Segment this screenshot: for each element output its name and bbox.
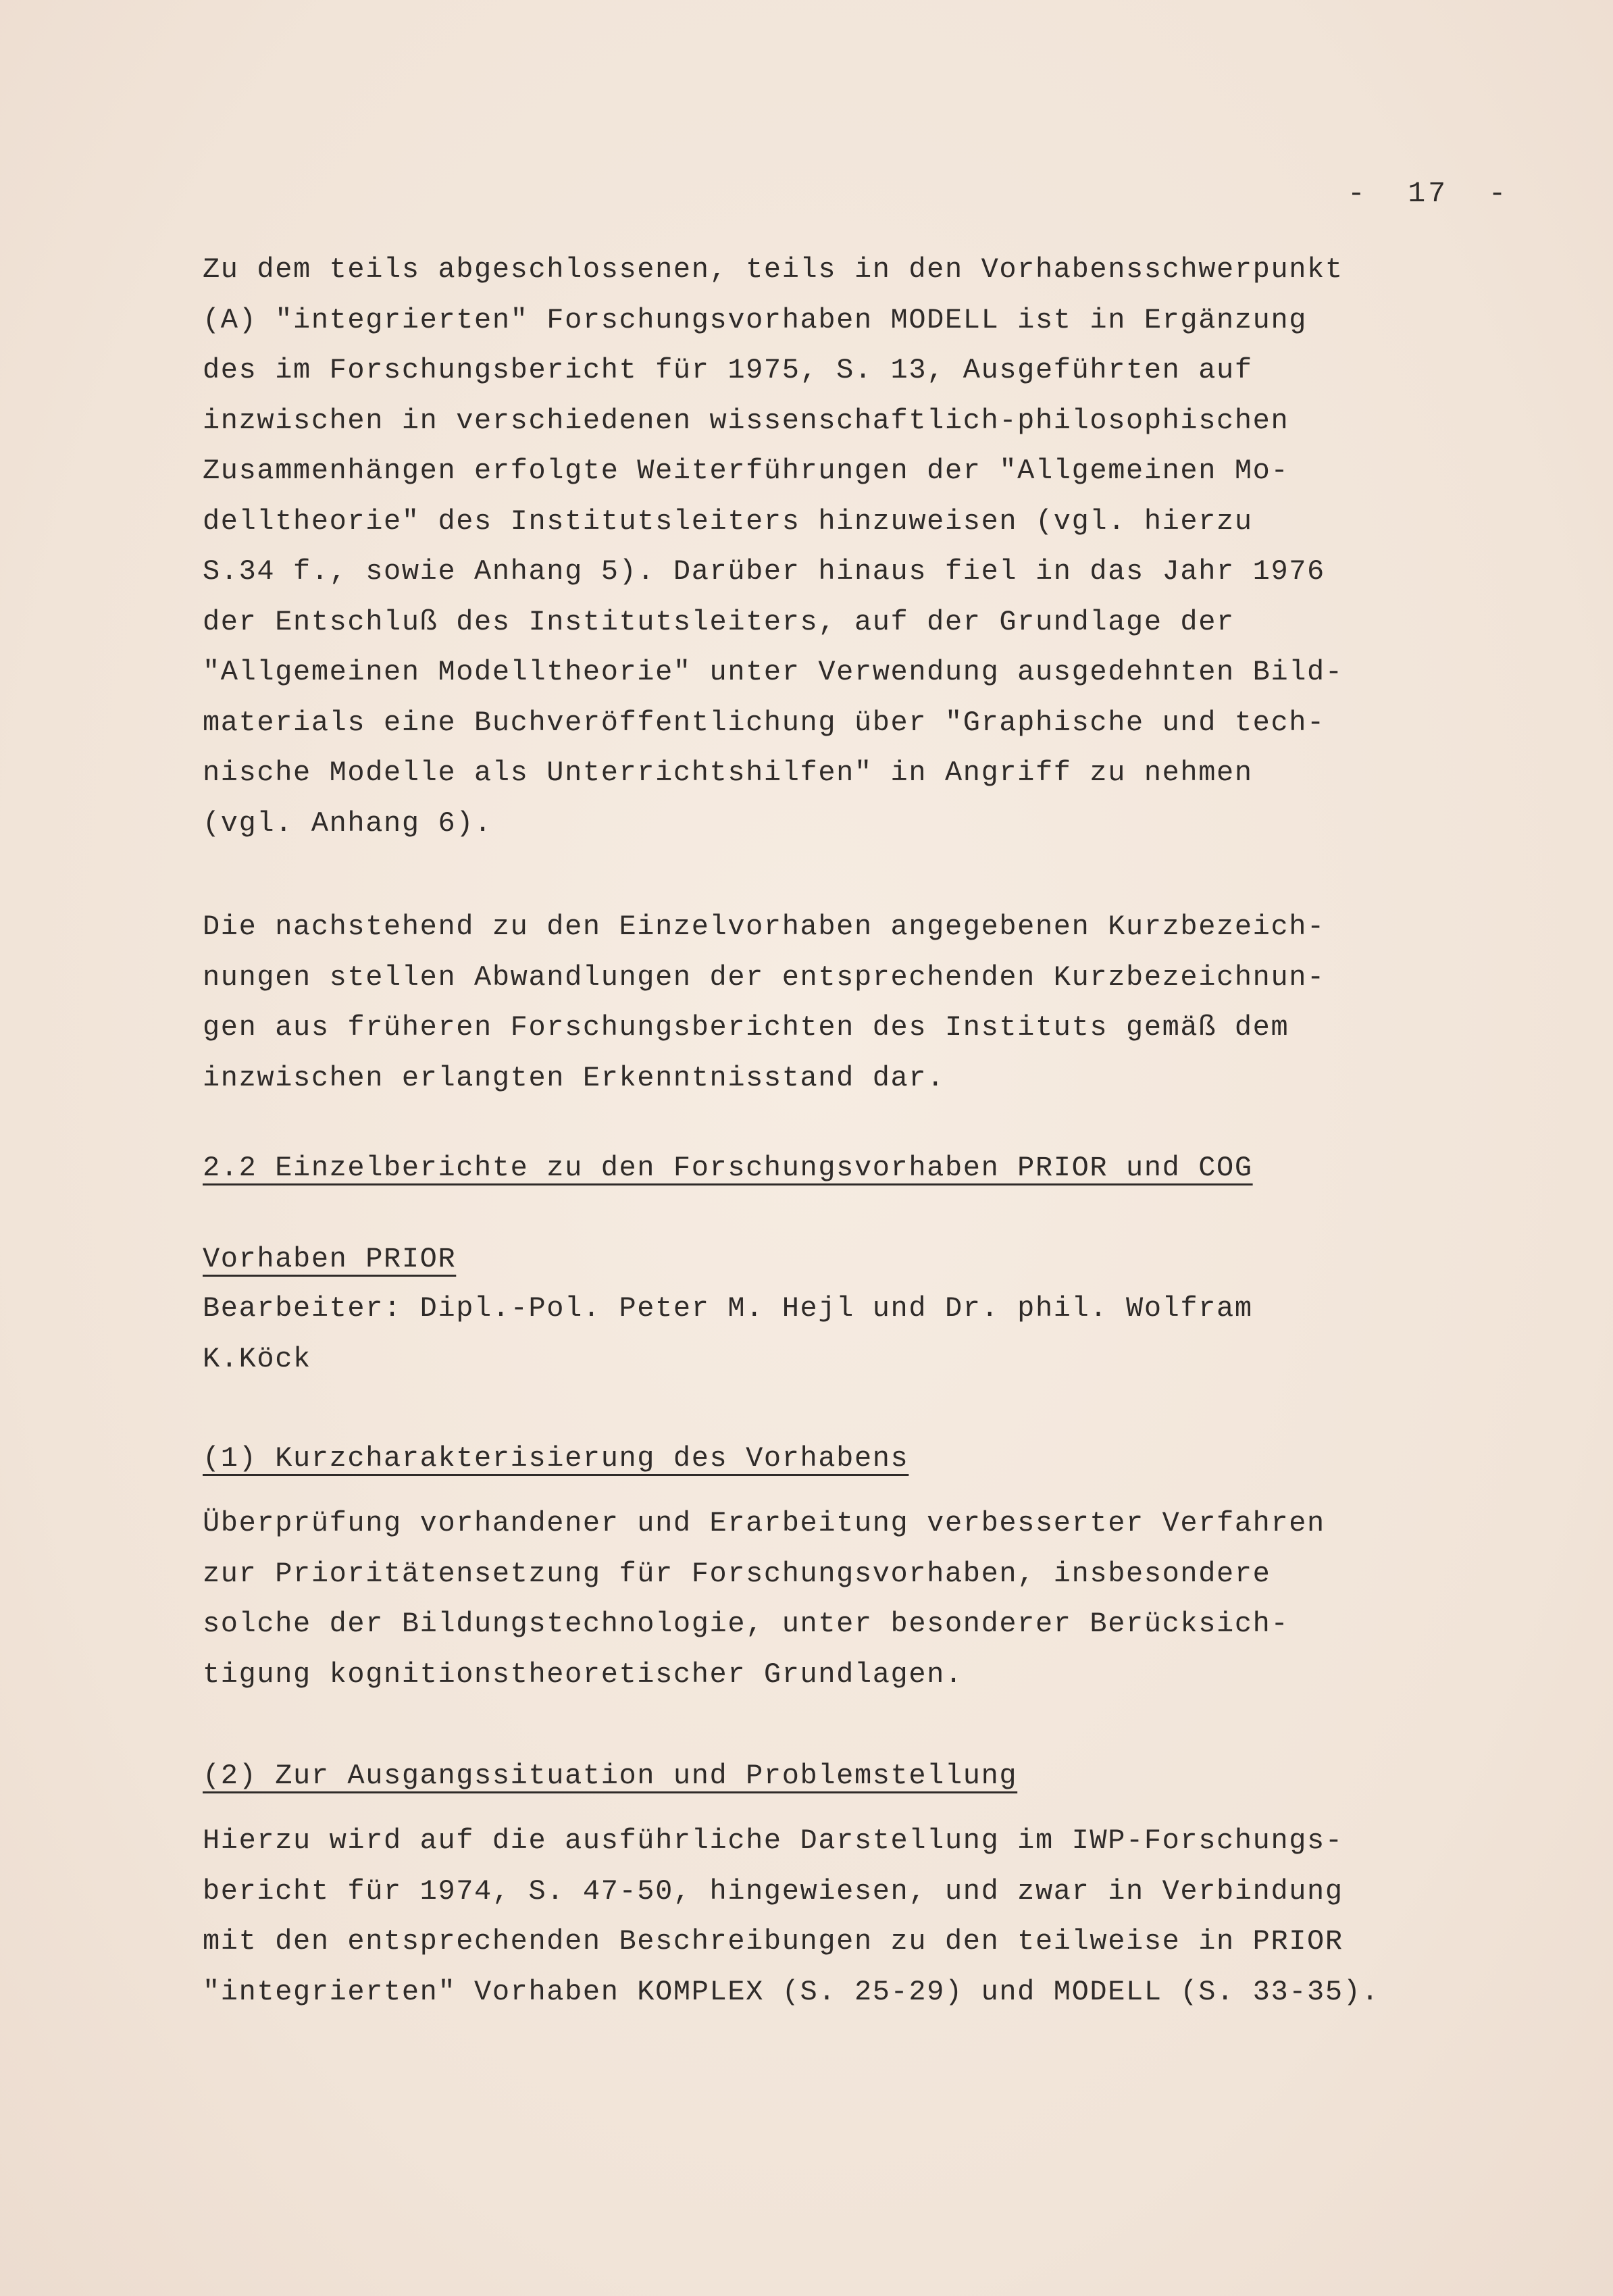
- text-line: K.Köck: [203, 1342, 311, 1375]
- text-line: (A) "integrierten" Forschungsvorhaben MODELL ist in Ergänzung: [203, 303, 1308, 336]
- text-line: materials eine Buchveröffentlichung über "Graphische und tech-: [203, 706, 1325, 739]
- text-line: gen aus früheren Forschungsberichten des Instituts gemäß dem: [203, 1011, 1289, 1044]
- page-number: - 17 -: [1348, 177, 1509, 210]
- bearbeiter-info: [203, 1283, 1486, 1384]
- text-line: (vgl. Anhang 6).: [203, 807, 492, 840]
- text-line: inzwischen erlangten Erkenntnisstand dar.: [203, 1061, 945, 1094]
- subsection-1-text: [203, 1498, 1486, 1700]
- text-line: tigung kognitionstheoretischer Grundlagen.: [203, 1658, 963, 1691]
- text-line: Die nachstehend zu den Einzelvorhaben angegebenen Kurzbezeich-: [203, 911, 1325, 943]
- text-line: nungen stellen Abwandlungen der entsprechenden Kurzbezeichnun-: [203, 961, 1325, 994]
- text-line: Überprüfung vorhandener und Erarbeitung verbesserter Verfahren: [203, 1507, 1325, 1539]
- text-line: der Entschluß des Institutsleiters, auf der Grundlage der: [203, 605, 1235, 638]
- text-line: "integrierten" Vorhaben KOMPLEX (S. 25-29) und MODELL (S. 33-35).: [203, 1975, 1380, 2008]
- text-line: zur Prioritätensetzung für Forschungsvorhaben, insbesondere: [203, 1557, 1271, 1590]
- text-line: S.34 f., sowie Anhang 5). Darüber hinaus fiel in das Jahr 1976: [203, 555, 1325, 588]
- text-line: Bearbeiter: Dipl.-Pol. Peter M. Hejl und Dr. phil. Wolfram: [203, 1292, 1253, 1325]
- text-line: des im Forschungsbericht für 1975, S. 13, Ausgeführten auf: [203, 354, 1253, 386]
- section-heading: 2.2 Einzelberichte zu den Forschungsvorhaben PRIOR und COG: [203, 1152, 1253, 1184]
- intro-paragraph: [203, 245, 1486, 848]
- subsection-2-heading: (2) Zur Ausgangssituation und Problemstellung: [203, 1760, 1018, 1792]
- text-line: nische Modelle als Unterrichtshilfen" in Angriff zu nehmen: [203, 757, 1253, 789]
- text-line: mit den entsprechenden Beschreibungen zu den teilweise in PRIOR: [203, 1925, 1343, 1958]
- text-line: Zusammenhängen erfolgte Weiterführungen der "Allgemeinen Mo-: [203, 455, 1289, 487]
- text-line: Hierzu wird auf die ausführliche Darstellung im IWP-Forschungs-: [203, 1825, 1343, 1857]
- text-line: solche der Bildungstechnologie, unter besonderer Berücksich-: [203, 1608, 1289, 1640]
- text-line: delltheorie" des Institutsleiters hinzuweisen (vgl. hierzu: [203, 505, 1253, 538]
- second-paragraph: [203, 902, 1486, 1103]
- text-line: inzwischen in verschiedenen wissenschaftlich-philosophischen: [203, 404, 1289, 437]
- text-line: bericht für 1974, S. 47-50, hingewiesen, und zwar in Verbindung: [203, 1874, 1343, 1908]
- text-line: Zu dem teils abgeschlossenen, teils in den Vorhabensschwerpunkt: [203, 253, 1343, 286]
- text-line: "Allgemeinen Modelltheorie" unter Verwendung ausgedehnten Bild-: [203, 656, 1343, 688]
- subsection-2-text: [203, 1816, 1486, 2017]
- subsection-1-heading: (1) Kurzcharakterisierung des Vorhabens: [203, 1442, 909, 1475]
- project-heading: Vorhaben PRIOR: [203, 1243, 457, 1275]
